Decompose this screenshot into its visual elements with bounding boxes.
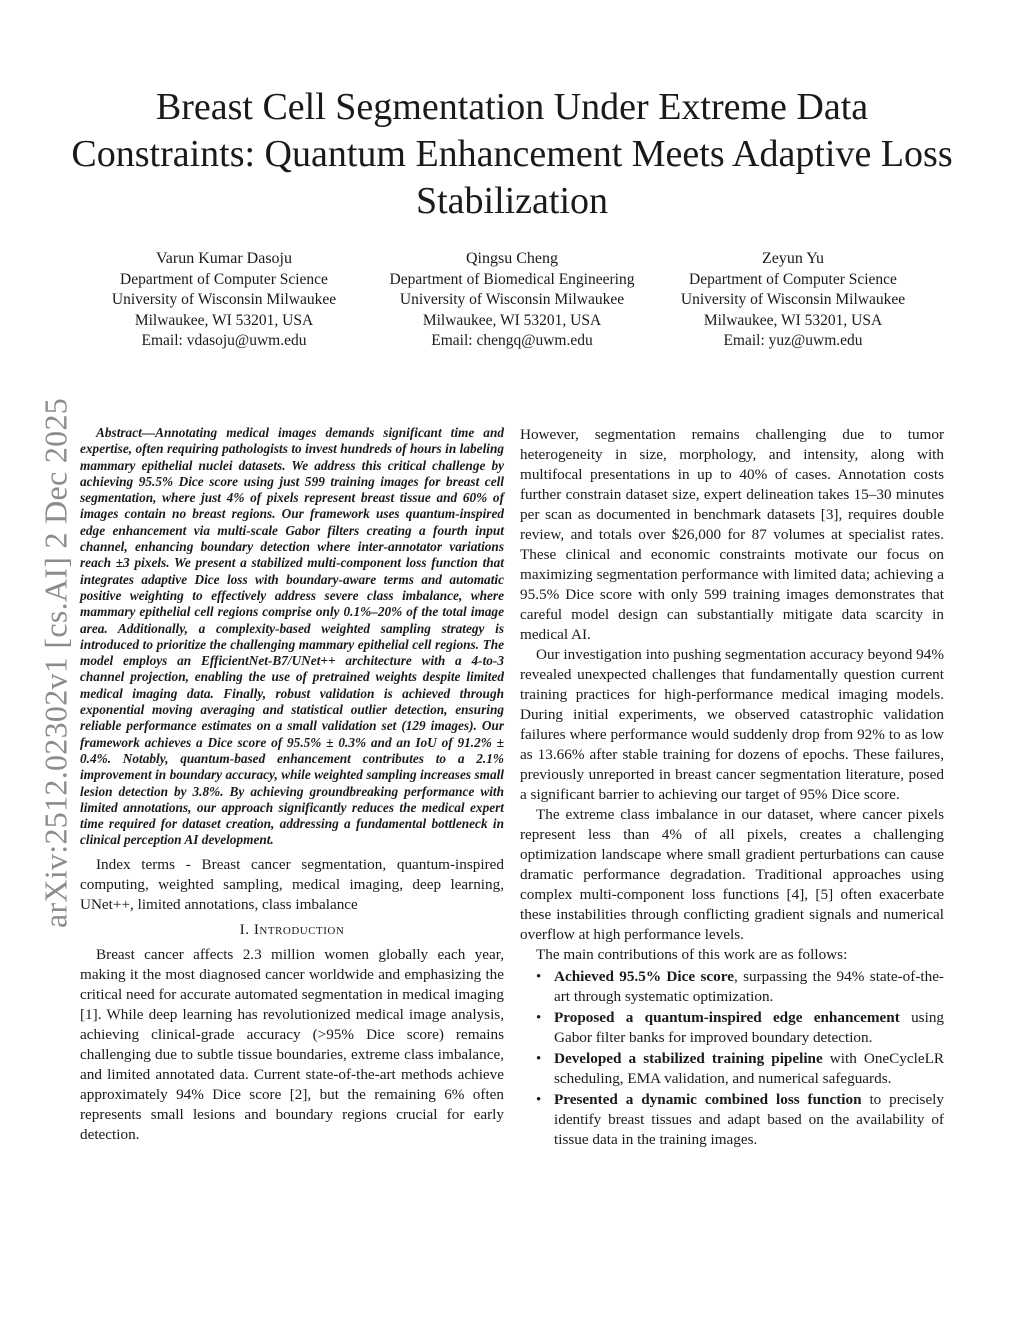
contribution-bold: Proposed a quantum-inspired edge enhancement [554,1009,900,1026]
author-email: Email: vdasoju@uwm.edu [141,332,307,350]
author-name: Qingsu Cheng [466,250,558,267]
list-item [554,1049,944,1089]
author-department: Department of Computer Science [689,270,897,288]
section-heading [80,921,504,939]
author-university: University of Wisconsin Milwaukee [680,291,906,309]
list-item [554,1008,944,1048]
list-item [554,1090,944,1150]
contribution-bold: Achieved 95.5% Dice score [554,968,734,985]
author-email: Email: chengq@uwm.edu [431,332,593,350]
abstract: Abstract—Annotating medical images demands significant time and expertise, often requiring pathologists to invest hundreds of hours in labeling mammary epithelial nuclei datasets. We address this critical challenge by achieving 95.5% Dice score using just 599 training images for breast cell segmentation, where just 4% of pixels represent breast tissue and 60% of images contain no breast regions. Our framework uses quantum-inspired edge enhancement via multi-scale Gabor filters creating a fourth input channel, enhancing boundary detection where inter-annotator variations reach ±3 pixels. We present a stabilized multi-component loss function that integrates adaptive Dice loss with boundary-aware terms and automatic positive weighting to effectively address severe class imbalance, where mammary epithelial cell regions comprise only 0.1%–20% of the total image area. Additionally, a complexity-based weighted sampling strategy is introduced to prioritize the challenging mammary epithelial cell regions. The model employs an EfficientNet-B7/UNet++ architecture with a 4-to-3 channel projection, enabling the use of pretrained weights despite limited medical imaging data. Finally, robust validation is achieved through exponential moving averaging and statistical outlier detection, ensuring reliable performance estimates on a small validation set (129 images). Our framework achieves a Dice score of 95.5% ± 0.3% and an IoU of 91.2% ± 0.4%. Notably, quantum-based enhancement contributes to a 2.1% improvement in boundary accuracy, while weighted sampling increases small lesion detection by 3.8%. By achieving groundbreaking performance with limited annotations, our approach significantly reduces the medical expert time required for dataset creation, addressing a fundamental bottleneck in clinical perception AI development. [80,425,504,848]
paper-title: Breast Cell Segmentation Under Extreme Data Constraints: Quantum Enhancement Meets Adaptive Loss Stabilization [71,86,953,222]
author-department: Department of Computer Science [120,270,328,288]
body-paragraph-4: The main contributions of this work are as follows: [536,946,848,963]
contribution-text: , surpassing the 94% state-of-the-art through systematic optimization. [554,968,944,1005]
contributions-list [520,967,944,1150]
arxiv-identifier: arXiv:2512.02302v1 [cs.AI] 2 Dec 2025 [37,397,74,929]
index-terms: Index terms - Breast cancer segmentation, quantum-inspired computing, weighted sampling, medical imaging, deep learning, UNet++, limited annotations, class imbalance [80,855,504,913]
right-column [520,425,944,1151]
body-paragraph-3: The extreme class imbalance in our dataset, where cancer pixels represent less than 4% of all pixels, creates a challenging optimization landscape where small gradient perturbations can cause dramatic performance degradation. Traditional approaches using complex multi-component loss functions [4], [5] often exacerbate these instabilities through conflicting gradient signals and numerical overflow at high performance levels. [520,806,944,943]
section-title: Introduction [253,920,345,938]
contribution-bold: Developed a stabilized training pipeline [554,1050,823,1067]
author-3 [643,249,943,352]
author-1 [74,249,374,352]
list-item [554,967,944,1007]
contribution-text: using Gabor filter banks for improved boundary detection. [554,1009,945,1046]
section-number: I. [239,920,250,938]
contribution-bold: Presented a dynamic combined loss function [554,1091,862,1108]
left-column [80,425,504,1145]
body-paragraph-2: Our investigation into pushing segmentation accuracy beyond 94% revealed unexpected challenges that fundamentally question current training practices for high-performance medical imaging models. During initial experiments, we observed catastrophic validation failures where performance would suddenly drop from 92% to as low as 13.66% after stable training for dozens of epochs. These failures, previously unreported in breast cancer segmentation literature, posed a significant barrier to achieving our target of 95% Dice score. [520,646,944,803]
author-address: Milwaukee, WI 53201, USA [422,311,602,329]
author-university: University of Wisconsin Milwaukee [399,291,625,309]
intro-paragraph-1: Breast cancer affects 2.3 million women globally each year, making it the most diagnosed cancer worldwide and emphasizing the critical need for accurate automated segmentation in medical imaging [1]. While deep learning has revolutionized medical image analysis, achieving clinical-grade accuracy (>95% Dice score) remains challenging due to subtle tissue boundaries, extreme class imbalance, and limited annotated data. Current state-of-the-art methods achieve approximately 94% Dice score [2], but the remaining 6% often represents small lesions and boundary regions crucial for early detection. [80,945,504,1143]
contribution-text: with OneCycleLR scheduling, EMA validation, and numerical safeguards. [554,1050,944,1087]
contribution-text: to precisely identify breast tissues and adapt based on the availability of tissue data in the training images. [554,1091,944,1148]
author-address: Milwaukee, WI 53201, USA [703,311,883,329]
author-name: Varun Kumar Dasoju [156,250,292,267]
author-2 [362,249,662,352]
author-address: Milwaukee, WI 53201, USA [134,311,314,329]
author-email: Email: yuz@uwm.edu [723,332,863,350]
body-paragraph-1: However, segmentation remains challenging due to tumor heterogeneity in size, morphology, and intensity, along with multifocal presentations in up to 40% of cases. Annotation costs further constrain dataset size, expert delineation takes 15–30 minutes per scan as documented in benchmark datasets [3], requires double review, and totals over $26,000 for 87 volumes at specialist rates. These clinical and economic constraints motivate our focus on maximizing segmentation performance with limited data; achieving a 95.5% Dice score with only 599 training images demonstrates that careful model design can substantially mitigate data scarcity in medical AI. [520,426,944,643]
author-department: Department of Biomedical Engineering [389,270,635,288]
author-university: University of Wisconsin Milwaukee [111,291,337,309]
author-name: Zeyun Yu [761,250,825,267]
